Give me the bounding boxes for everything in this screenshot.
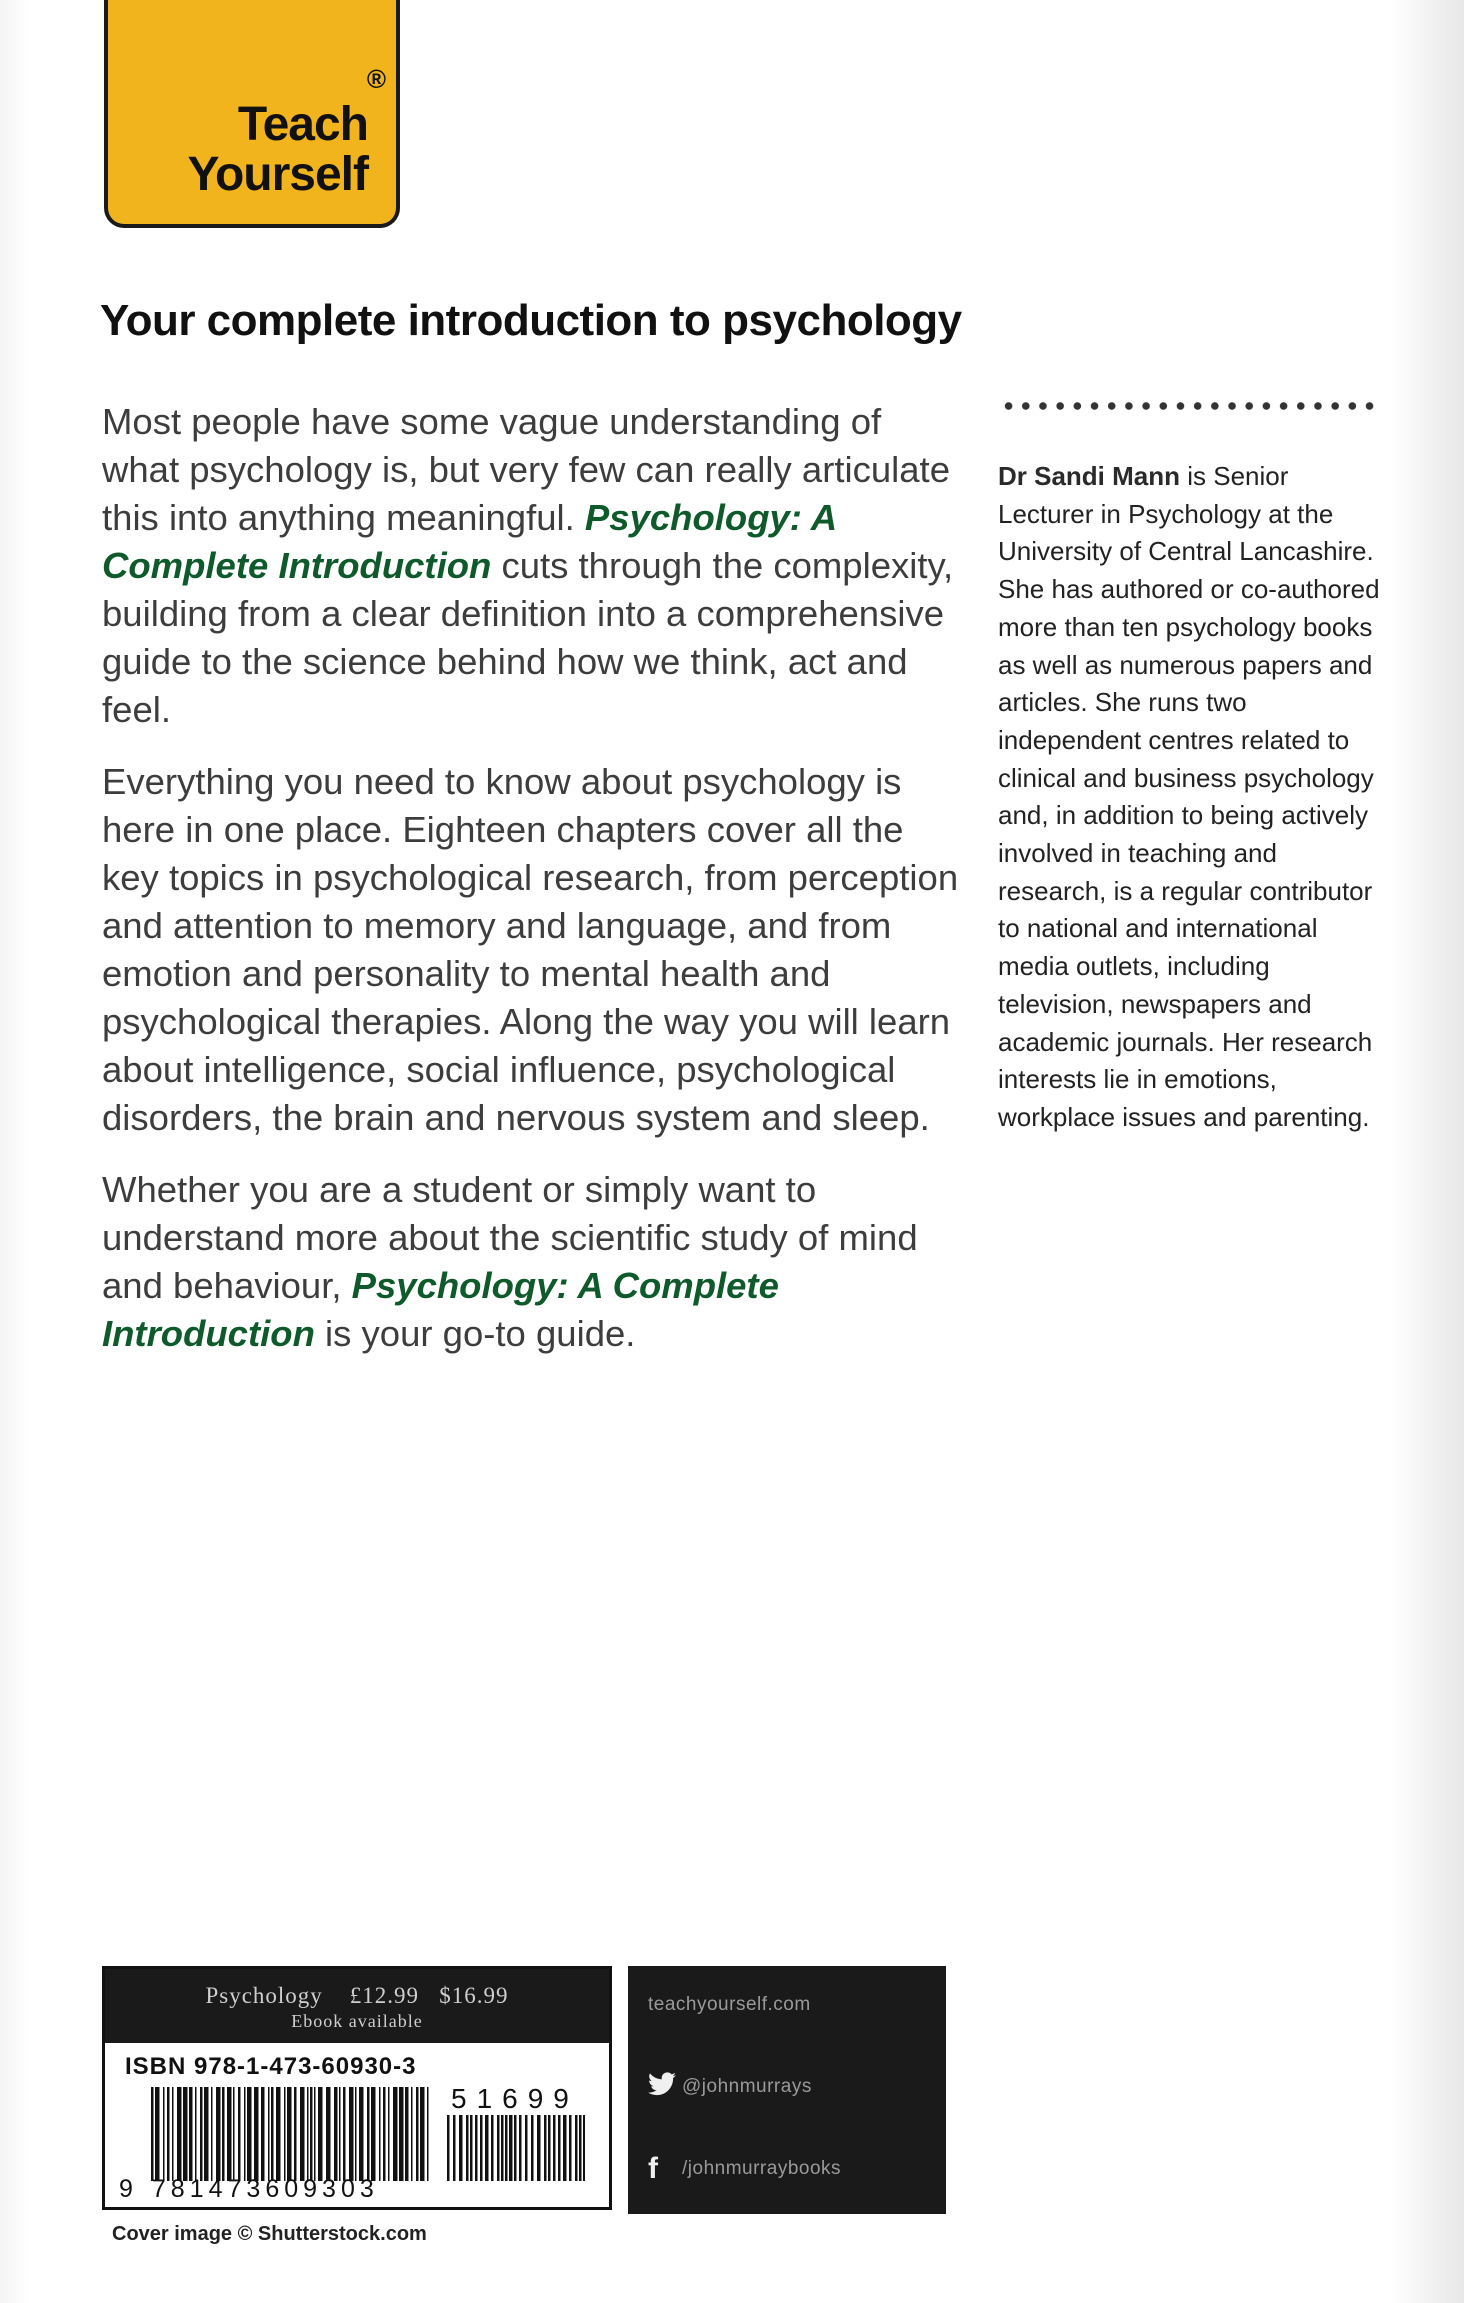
- price-usd: $16.99: [439, 1983, 509, 2008]
- barcode-bar: [531, 2115, 534, 2181]
- barcode-bar: [575, 2115, 578, 2181]
- barcode-bar: [509, 2115, 513, 2181]
- barcode-bar: [537, 2115, 541, 2181]
- barcode-bar: [480, 2115, 483, 2181]
- twitter-icon: [648, 2070, 682, 2104]
- twitter-row: [648, 2070, 812, 2104]
- barcode-bar: [553, 2115, 556, 2181]
- barcode-bar: [216, 2087, 221, 2181]
- barcode-bar: [453, 2115, 456, 2181]
- barcode-bar: [466, 2115, 469, 2181]
- barcode-bar: [318, 2087, 323, 2181]
- barcode-bar: [211, 2087, 213, 2181]
- ean-barcode: [151, 2087, 431, 2181]
- barcode-bar: [514, 2115, 517, 2181]
- facebook-handle[interactable]: /johnmurraybooks: [682, 2158, 842, 2179]
- book-title-2: Psychology: A Complete Introduction: [102, 1265, 779, 1354]
- barcode-bar: [388, 2087, 390, 2181]
- barcode-bar: [172, 2087, 174, 2181]
- barcode-bar: [155, 2087, 160, 2181]
- barcode-bar: [310, 2087, 313, 2181]
- registered-mark: ®: [366, 64, 386, 94]
- barcode-bar: [497, 2115, 500, 2181]
- barcode-bar: [379, 2087, 381, 2181]
- category-label: Psychology: [205, 1983, 323, 2008]
- barcode-bar: [195, 2087, 197, 2181]
- barcode-bar: [268, 2087, 270, 2181]
- addon-barcode: [447, 2115, 585, 2181]
- barcode-bar: [261, 2087, 265, 2181]
- barcode-bar: [399, 2087, 404, 2181]
- barcode-bar: [151, 2087, 154, 2181]
- facebook-icon: f: [648, 2152, 659, 2185]
- barcode-bar: [244, 2087, 246, 2181]
- barcode-bar: [200, 2087, 203, 2181]
- barcode-bar: [519, 2115, 522, 2181]
- barcode-bar: [343, 2087, 346, 2181]
- addon-digits: 51699: [451, 2083, 579, 2114]
- barcode-bar: [349, 2087, 354, 2181]
- barcode-bar: [189, 2087, 193, 2181]
- barcode-bar: [233, 2087, 235, 2181]
- barcode-bar: [367, 2087, 370, 2181]
- book-title-1: Psychology: A Complete Introduction: [102, 497, 836, 586]
- p3-text-b: is your go-to guide.: [314, 1313, 636, 1354]
- barcode-bar: [558, 2115, 561, 2181]
- barcode-bar: [548, 2115, 551, 2181]
- barcode-bar: [222, 2087, 225, 2181]
- facebook-row: [648, 2152, 841, 2186]
- barcode-bar: [227, 2087, 232, 2181]
- barcode-bar: [314, 2087, 316, 2181]
- barcode-bar: [501, 2115, 504, 2181]
- barcode-bar: [459, 2115, 463, 2181]
- barcode-bar: [475, 2115, 478, 2181]
- author-bio-column: [998, 458, 1388, 1137]
- barcode-bar: [505, 2115, 508, 2181]
- barcode-bar: [383, 2087, 386, 2181]
- author-name: Dr Sandi Mann: [998, 461, 1181, 491]
- barcode-bar: [525, 2115, 528, 2181]
- price-barcode-box: [102, 1966, 612, 2210]
- dotted-divider: [1000, 395, 1378, 417]
- barcode-bar: [485, 2115, 489, 2181]
- description-paragraph-2: Everything you need to know about psychology is here in one place. Eighteen chapters cover all the key topics in psychological research, from perception and attention to memory and language, and from emotion and personality to mental health and psychological therapies. Along the way you will learn about intelligence, social influence, psychological disorders, the brain and nervous system and sleep.: [102, 761, 959, 1138]
- barcode-bar: [238, 2087, 241, 2181]
- barcode-bar: [583, 2115, 585, 2181]
- barcode-bar: [371, 2087, 376, 2181]
- barcode-bar: [447, 2115, 450, 2181]
- barcode-bar: [579, 2115, 582, 2181]
- barcode-bar: [339, 2087, 341, 2181]
- p1-text-a: Most people have some vague understanding of what psychology is, but very few can really articulate this into anything meaningful.: [102, 401, 951, 538]
- social-box: [628, 1966, 946, 2214]
- description-column: [102, 398, 962, 1382]
- barcode-bar: [294, 2087, 297, 2181]
- barcode-bar: [491, 2115, 494, 2181]
- barcode-bar: [271, 2087, 274, 2181]
- headline: Your complete introduction to psychology: [100, 296, 962, 345]
- ean-lead-digit: 9: [119, 2175, 138, 2203]
- price-band: [105, 1969, 609, 2043]
- isbn-number: ISBN 978-1-473-60930-3: [125, 2053, 417, 2080]
- logo-line-2: Yourself: [187, 148, 368, 201]
- price-line: [105, 1983, 609, 2009]
- barcode-bar: [393, 2087, 398, 2181]
- barcode-bar: [284, 2087, 286, 2181]
- barcode-bar: [411, 2087, 413, 2181]
- author-bio: [998, 458, 1388, 1137]
- barcode-bar: [247, 2087, 252, 2181]
- barcode-bar: [355, 2087, 357, 2181]
- barcode-bar: [569, 2115, 572, 2181]
- barcode-bar: [167, 2087, 170, 2181]
- author-bio-text: is Senior Lecturer in Psychology at the University of Central Lancashire. She has authored or co-authored more than ten psychology books as well as numerous papers and articles. She runs two independent centres related to clinical and business psychology and, in addition to being actively involved in teaching and research, is a regular contributor to national and international media outlets, including television, newspapers and academic journals. Her research interests lie in emotions, workplace issues and parenting.: [998, 461, 1380, 1132]
- barcode-bar: [427, 2087, 429, 2181]
- barcode-bar: [254, 2087, 259, 2181]
- ebook-available: Ebook available: [291, 2011, 423, 2031]
- barcode-bar: [276, 2087, 281, 2181]
- cover-credit: Cover image © Shutterstock.com: [112, 2223, 427, 2245]
- barcode-bar: [177, 2087, 182, 2181]
- barcode-bar: [163, 2087, 165, 2181]
- p1-text-b: cuts through the complexity, building from a clear definition into a comprehensive guide to the science behind how we think, act and feel.: [102, 545, 954, 730]
- logo-line-1: Teach: [237, 98, 368, 151]
- barcode-bar: [563, 2115, 567, 2181]
- barcode-bar: [470, 2115, 473, 2181]
- website-link[interactable]: teachyourself.com: [648, 1994, 811, 2015]
- barcode-bar: [204, 2087, 209, 2181]
- barcode-bar: [405, 2087, 409, 2181]
- price-gbp: £12.99: [349, 1983, 420, 2008]
- barcode-bar: [307, 2087, 309, 2181]
- twitter-handle[interactable]: @johnmurrays: [682, 2076, 812, 2097]
- barcode-bar: [416, 2087, 419, 2181]
- logo-text: [188, 100, 368, 200]
- barcode-bar: [544, 2115, 547, 2181]
- ean-digits: [119, 2175, 379, 2204]
- barcode-bar: [326, 2087, 331, 2181]
- barcode-bar: [300, 2087, 305, 2181]
- website-row: [648, 1994, 811, 2016]
- barcode-bar: [287, 2087, 292, 2181]
- barcode-bar: [183, 2087, 188, 2181]
- description-paragraph-3: [102, 1166, 962, 1358]
- barcode-bar: [420, 2087, 425, 2181]
- teach-yourself-logo: [104, 0, 400, 228]
- p3-text-a: Whether you are a student or simply want to understand more about the scientific study of mind and behaviour,: [102, 1169, 918, 1306]
- ean-rest-digits: 781473609303: [151, 2175, 379, 2203]
- barcode-bar: [334, 2087, 338, 2181]
- description-paragraph-1: [102, 398, 962, 734]
- barcode-bar: [359, 2087, 364, 2181]
